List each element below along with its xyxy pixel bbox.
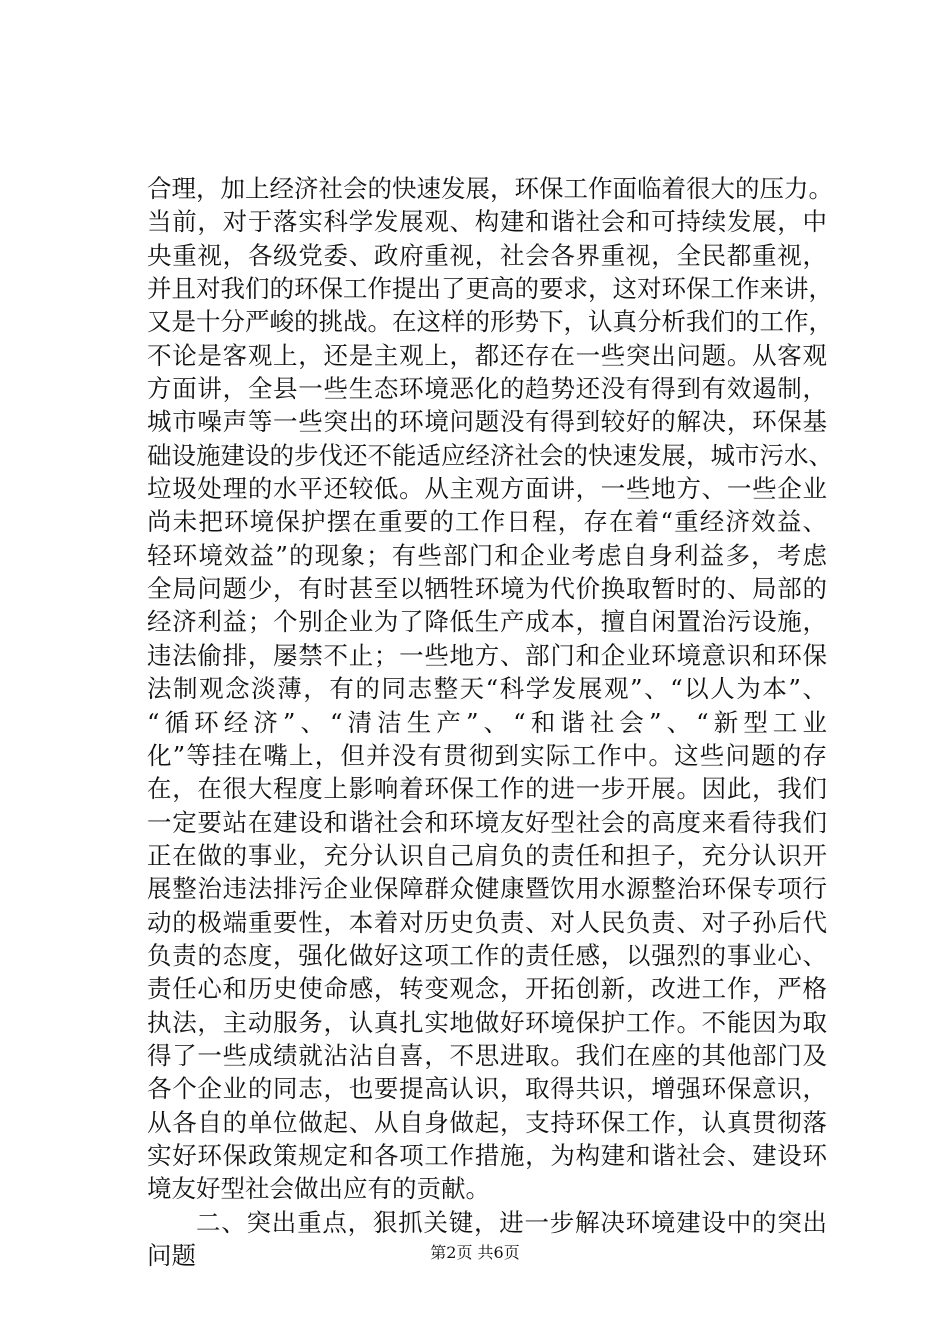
text-line: 央重视，各级党委、政府重视，社会各界重视，全民都重视， bbox=[147, 240, 827, 270]
text-line: 城市噪声等一些突出的环境问题没有得到较好的解决，环保基 bbox=[147, 407, 827, 437]
text-line: 展整治违法排污企业保障群众健康暨饮用水源整治环保专项行 bbox=[147, 874, 827, 904]
text-line: 实好环保政策规定和各项工作措施，为构建和谐社会、建设环 bbox=[147, 1140, 827, 1170]
text-line: 从各自的单位做起、从自身做起，支持环保工作，认真贯彻落 bbox=[147, 1107, 827, 1137]
text-line: 在，在很大程度上影响着环保工作的进一步开展。因此，我们 bbox=[147, 774, 827, 804]
text-line: 正在做的事业，充分认识自己肩负的责任和担子，充分认识开 bbox=[147, 840, 827, 870]
body-text bbox=[147, 172, 833, 1272]
text-line: 垃圾处理的水平还较低。从主观方面讲，一些地方、一些企业 bbox=[147, 474, 827, 504]
heading-line: 问题 bbox=[147, 1241, 196, 1270]
text-line: 全局问题少，有时甚至以牺牲环境为代价换取暂时的、局部的 bbox=[147, 574, 827, 604]
text-line: 负责的态度，强化做好这项工作的责任感，以强烈的事业心、 bbox=[147, 940, 827, 970]
text-line: 经济利益；个别企业为了降低生产成本，擅自闲置治污设施， bbox=[147, 607, 827, 637]
text-line: 境友好型社会做出应有的贡献。 bbox=[147, 1174, 490, 1204]
text-line: 责任心和历史使命感，转变观念，开拓创新，改进工作，严格 bbox=[147, 974, 827, 1004]
text-line: 各个企业的同志，也要提高认识，取得共识，增强环保意识， bbox=[147, 1074, 827, 1104]
text-line: 轻环境效益”的现象；有些部门和企业考虑自身利益多，考虑 bbox=[147, 540, 827, 570]
text-line: “循环经济”、“清洁生产”、“和谐社会”、“新型工业 bbox=[147, 707, 827, 737]
text-line: 执法，主动服务，认真扎实地做好环境保护工作。不能因为取 bbox=[147, 1007, 827, 1037]
text-line: 又是十分严峻的挑战。在这样的形势下，认真分析我们的工作， bbox=[147, 307, 833, 337]
text-line: 方面讲，全县一些生态环境恶化的趋势还没有得到有效遏制， bbox=[147, 374, 827, 404]
text-line: 化”等挂在嘴上，但并没有贯彻到实际工作中。这些问题的存 bbox=[147, 740, 827, 770]
paragraph bbox=[147, 172, 833, 1206]
text-line: 一定要站在建设和谐社会和环境友好型社会的高度来看待我们 bbox=[147, 807, 827, 837]
text-line: 并且对我们的环保工作提出了更高的要求，这对环保工作来讲， bbox=[147, 274, 833, 304]
text-line: 尚未把环境保护摆在重要的工作日程，存在着“重经济效益、 bbox=[147, 507, 827, 537]
heading-line: 二、突出重点，狠抓关键，进一步解决环境建设中的突出 bbox=[196, 1207, 827, 1237]
text-line: 法制观念淡薄，有的同志整天“科学发展观”、“以人为本”、 bbox=[147, 674, 827, 704]
text-line: 当前，对于落实科学发展观、构建和谐社会和可持续发展，中 bbox=[147, 207, 827, 237]
text-line: 不论是客观上，还是主观上，都还存在一些突出问题。从客观 bbox=[147, 340, 827, 370]
text-line: 合理，加上经济社会的快速发展，环保工作面临着很大的压力。 bbox=[147, 174, 833, 203]
text-line: 础设施建设的步伐还不能适应经济社会的快速发展，城市污水、 bbox=[147, 440, 833, 470]
text-line: 得了一些成绩就沾沾自喜，不思进取。我们在座的其他部门及 bbox=[147, 1040, 827, 1070]
text-line: 违法偷排，屡禁不止；一些地方、部门和企业环境意识和环保 bbox=[147, 640, 827, 670]
page-footer: 第2页 共6页 bbox=[430, 1243, 520, 1262]
text-line: 动的极端重要性，本着对历史负责、对人民负责、对子孙后代 bbox=[147, 907, 827, 937]
